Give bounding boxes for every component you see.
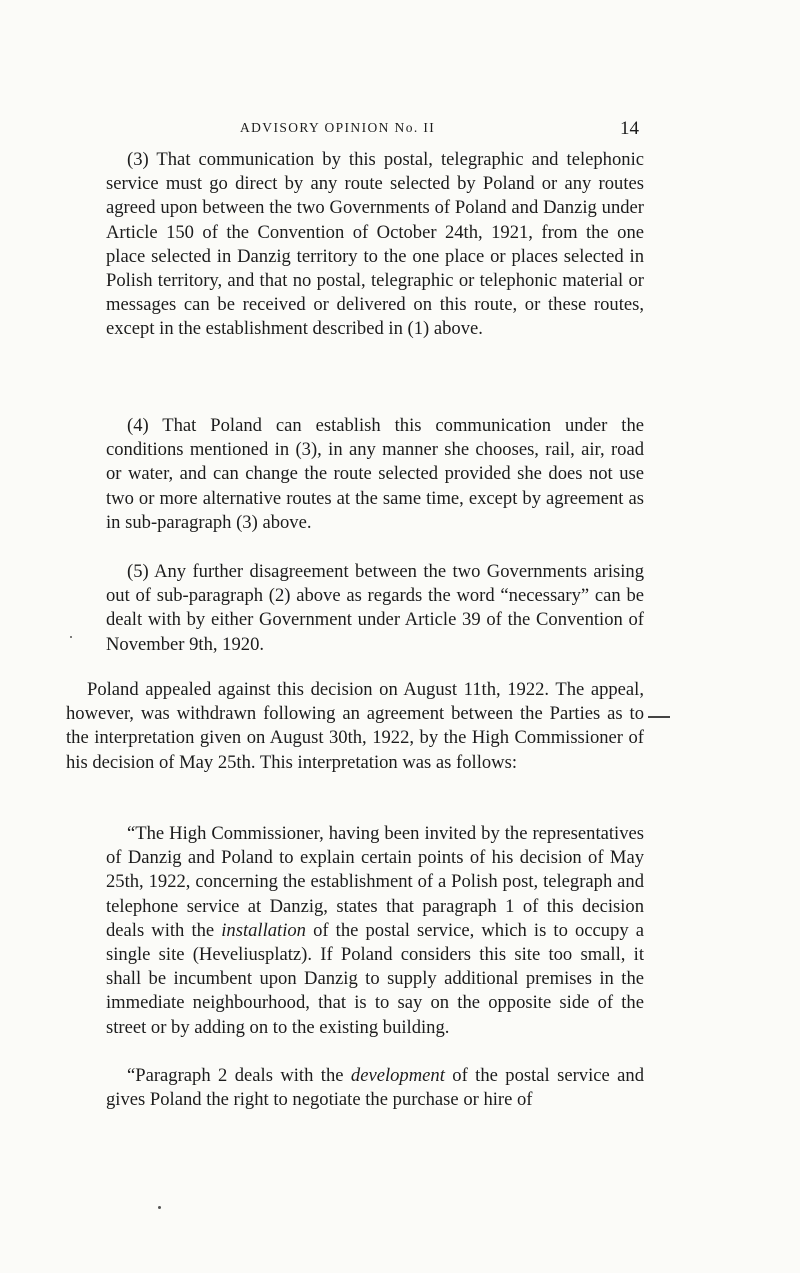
quoted-paragraph-2 xyxy=(106,1064,644,1112)
emphasis-installation: installation xyxy=(221,919,306,941)
quote-1-text-start: “The High Commissioner, having been invited by the representatives of Danzig and Poland to explain certain points of his decision of May 25th, 1922, concerning the establishment of a Polish post, telegraph and telephone service at Danzig, states that paragraph 1 of this decision deals with the xyxy=(106,823,644,941)
scan-speck xyxy=(70,636,72,638)
running-title: ADVISORY OPINION No. II xyxy=(240,120,436,135)
page-header xyxy=(0,118,800,142)
scan-speck xyxy=(158,1206,161,1209)
margin-mark xyxy=(648,716,670,718)
quote-2-text-end: of the postal service and gives Poland the right to negotiate the purchase or hire of xyxy=(106,1065,644,1111)
paragraph-3: (3) That communication by this postal, telegraphic and telephonic service must go direct by any route selected by Poland or any routes agreed upon between the two Governments of Poland and Danzig under Article 150 of the Convention of October 24th, 1921, from the one place selected in Danzig territory to the one place or places selected in Polish territory, and that no postal, telegraphic or telephonic material or messages can be received or delivered on this route, or these routes, except in the establishment described in (1) above. xyxy=(106,149,644,340)
appeal-paragraph: Poland appealed against this decision on August 11th, 1922. The appeal, however, was withdrawn following an agreement between the Parties as to the interpretation given on August 30th, 1922, by the High Commissioner of his decision of May 25th. This interpretation was as follows: xyxy=(66,679,644,773)
quoted-paragraph-1 xyxy=(106,822,644,1040)
emphasis-development: development xyxy=(350,1065,445,1086)
quote-1-text-end: of the postal service, which is to occupy a single site (Heveliusplatz). If Poland considers this site too small, it shall be incumbent upon Danzig to supply additional premises in the immediate neighbourhood, that is to say on the opposite side of the street or by adding on to the existing building. xyxy=(106,919,644,1038)
page-number: 14 xyxy=(620,118,639,139)
quote-2-text-start: “Paragraph 2 deals with the xyxy=(127,1065,351,1086)
paragraph-5: (5) Any further disagreement between the two Governments arising out of sub-paragraph (2) above as regards the word “necessary” can be dealt with by either Government under Article 39 of the Convention of November 9th, 1920. xyxy=(106,561,644,655)
paragraph-4: (4) That Poland can establish this communication under the conditions mentioned in (3), in any manner she chooses, rail, air, road or water, and can change the route selected provided she does not use two or more alternative routes at the same time, except by agreement as in sub-paragraph (3) above. xyxy=(106,415,644,533)
